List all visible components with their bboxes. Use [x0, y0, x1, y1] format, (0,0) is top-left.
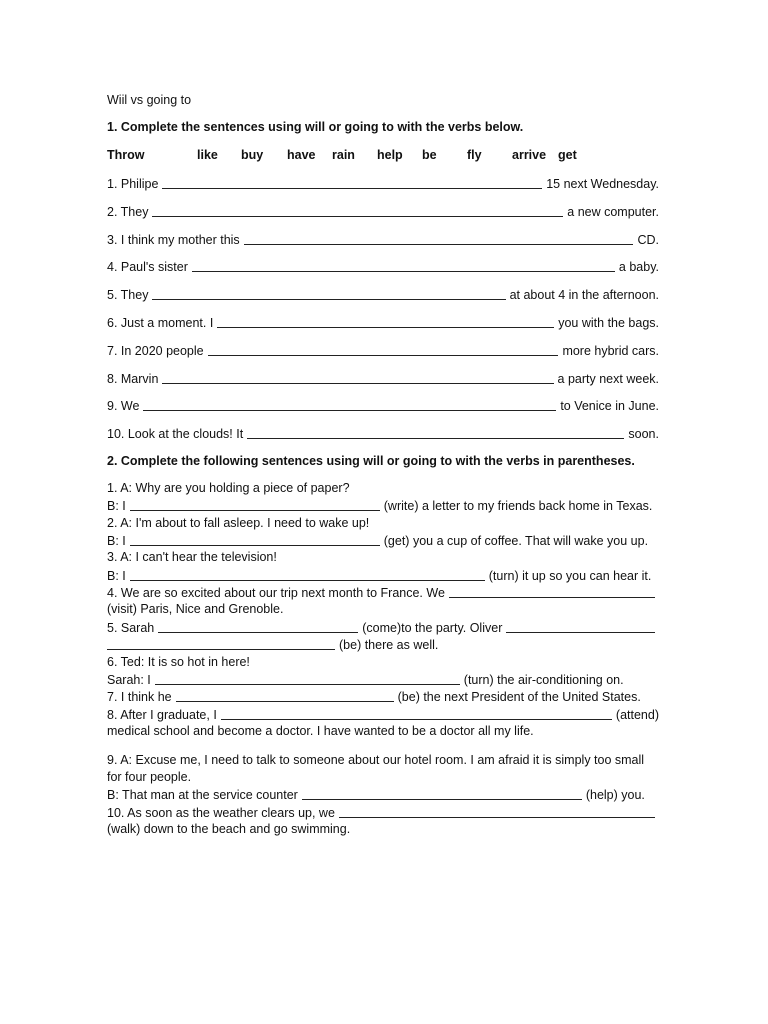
speaker-sarah-label: Sarah: I: [107, 673, 151, 687]
item-text-before: 5. They: [107, 288, 149, 302]
q7-line: [107, 689, 659, 705]
q5-text-middle: (come)to the party. Oliver: [362, 621, 503, 635]
item-text-before: 4. Paul's sister: [107, 260, 188, 274]
exercise-1-item: [107, 176, 659, 192]
item-text-before: 3. I think my mother this: [107, 233, 240, 247]
item-text-after: you with the bags.: [558, 316, 659, 330]
verb-buy: buy: [241, 148, 264, 162]
answer-blank[interactable]: [130, 510, 380, 511]
answer-blank[interactable]: [152, 216, 563, 217]
worksheet-title: Wiil vs going to: [107, 93, 192, 107]
q8-line: [107, 707, 659, 723]
q8-text-after: (attend): [615, 708, 659, 722]
item-text-after: soon.: [628, 427, 659, 441]
speaker-b-label: B: I: [107, 534, 126, 548]
answer-blank[interactable]: [217, 327, 554, 328]
answer-blank[interactable]: [158, 632, 358, 633]
q8-text-before: 8. After I graduate, I: [107, 708, 217, 722]
q6-text-after: (turn) the air-conditioning on.: [463, 673, 624, 687]
q3-prompt: 3. A: I can't hear the television!: [107, 550, 277, 564]
answer-blank[interactable]: [449, 597, 655, 598]
answer-blank[interactable]: [143, 410, 556, 411]
item-text-before: 8. Marvin: [107, 372, 159, 386]
q5-continuation: [107, 637, 659, 653]
answer-blank[interactable]: [130, 545, 380, 546]
answer-blank[interactable]: [107, 649, 335, 650]
item-text-after: to Venice in June.: [560, 399, 659, 413]
q5-line: [107, 620, 659, 636]
verb-like: like: [197, 148, 218, 162]
q4-text-before: 4. We are so excited about our trip next month to France. We: [107, 586, 445, 600]
exercise-1-item: [107, 315, 659, 331]
q5-text-before: 5. Sarah: [107, 621, 155, 635]
q9-answer-line: [107, 787, 659, 803]
answer-blank[interactable]: [506, 632, 655, 633]
q10-line: [107, 805, 659, 821]
q3-answer-line: [107, 568, 659, 584]
exercise-1-item: [107, 287, 659, 303]
q6-answer-line: [107, 672, 659, 688]
q2-prompt: 2. A: I'm about to fall asleep. I need to wake up!: [107, 516, 370, 530]
answer-blank[interactable]: [247, 438, 624, 439]
q3-text-after: (turn) it up so you can hear it.: [488, 569, 652, 583]
item-text-after: at about 4 in the afternoon.: [509, 288, 659, 302]
speaker-b-label: B: I: [107, 499, 126, 513]
q4-continuation: (visit) Paris, Nice and Grenoble.: [107, 602, 284, 616]
item-text-before: 1. Philipe: [107, 177, 159, 191]
verb-rain: rain: [332, 148, 355, 162]
verb-have: have: [287, 148, 316, 162]
item-text-before: 6. Just a moment. I: [107, 316, 214, 330]
q9-text-before: B: That man at the service counter: [107, 788, 298, 802]
answer-blank[interactable]: [176, 701, 394, 702]
q2-text-after: (get) you a cup of coffee. That will wake you up.: [383, 534, 649, 548]
item-text-before: 2. They: [107, 205, 149, 219]
q7-text-after: (be) the next President of the United States.: [397, 690, 641, 704]
q7-text-before: 7. I think he: [107, 690, 172, 704]
verb-get: get: [558, 148, 577, 162]
answer-blank[interactable]: [302, 799, 582, 800]
q1-prompt: 1. A: Why are you holding a piece of paper?: [107, 481, 350, 495]
verb-fly: fly: [467, 148, 482, 162]
q1-answer-line: [107, 498, 659, 514]
verb-arrive: arrive: [512, 148, 547, 162]
item-text-after: 15 next Wednesday.: [546, 177, 659, 191]
exercise-1-item: [107, 232, 659, 248]
verb-bank: [107, 148, 627, 164]
answer-blank[interactable]: [221, 719, 612, 720]
verb-throw: Throw: [107, 148, 145, 162]
q8-continuation: medical school and become a doctor. I have wanted to be a doctor all my life.: [107, 724, 534, 738]
speaker-b-label: B: I: [107, 569, 126, 583]
answer-blank[interactable]: [244, 244, 634, 245]
q5-text-after: (be) there as well.: [339, 638, 439, 652]
verb-help: help: [377, 148, 403, 162]
exercise-2-heading: 2. Complete the following sentences using will or going to with the verbs in parentheses.: [107, 454, 635, 468]
answer-blank[interactable]: [162, 383, 553, 384]
answer-blank[interactable]: [339, 817, 655, 818]
q10-text-before: 10. As soon as the weather clears up, we: [107, 806, 335, 820]
exercise-1-item: [107, 371, 659, 387]
q1-text-after: (write) a letter to my friends back home in Texas.: [383, 499, 653, 513]
exercise-1-item: [107, 398, 659, 414]
q9-text-after: (help) you.: [585, 788, 645, 802]
answer-blank[interactable]: [162, 188, 542, 189]
q10-continuation: (walk) down to the beach and go swimming.: [107, 822, 351, 836]
answer-blank[interactable]: [130, 580, 485, 581]
exercise-1-heading: 1. Complete the sentences using will or going to with the verbs below.: [107, 120, 524, 134]
answer-blank[interactable]: [208, 355, 559, 356]
item-text-after: more hybrid cars.: [562, 344, 659, 358]
item-text-before: 7. In 2020 people: [107, 344, 204, 358]
item-text-before: 10. Look at the clouds! It: [107, 427, 244, 441]
exercise-1-item: [107, 204, 659, 220]
exercise-1-item: [107, 343, 659, 359]
exercise-1-item: [107, 426, 659, 442]
item-text-after: a new computer.: [567, 205, 659, 219]
verb-be: be: [422, 148, 437, 162]
item-text-after: a party next week.: [557, 372, 659, 386]
item-text-before: 9. We: [107, 399, 140, 413]
q4-line: [107, 585, 659, 601]
q9-prompt: 9. A: Excuse me, I need to talk to someone about our hotel room. I am afraid it is simply too small for four people.: [107, 753, 645, 784]
item-text-after: a baby.: [618, 260, 659, 274]
item-text-after: CD.: [637, 233, 659, 247]
answer-blank[interactable]: [155, 684, 460, 685]
exercise-1-item: [107, 259, 659, 275]
answer-blank[interactable]: [152, 299, 505, 300]
q6-prompt: 6. Ted: It is so hot in here!: [107, 655, 250, 669]
q2-answer-line: [107, 533, 659, 549]
answer-blank[interactable]: [192, 271, 615, 272]
